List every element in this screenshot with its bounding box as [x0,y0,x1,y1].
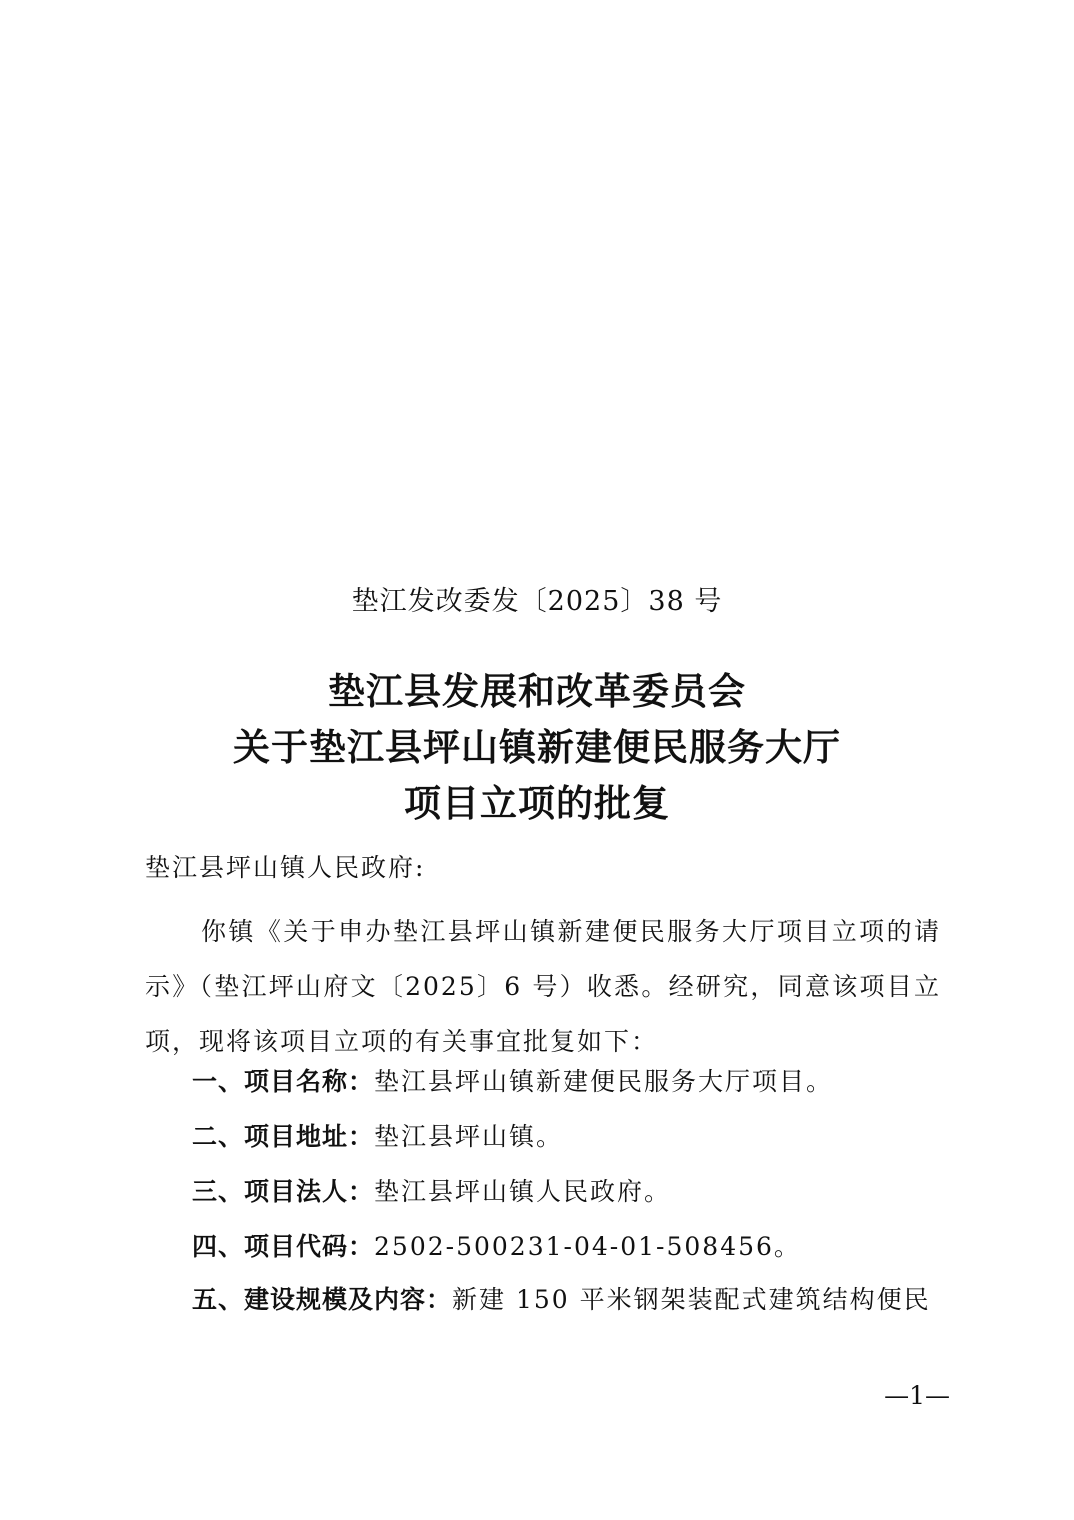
item-label: 三、项目法人： [192,1177,375,1206]
item-project-legal-person [192,1172,952,1212]
item-project-code [192,1227,952,1267]
item-label: 五、建设规模及内容： [192,1285,453,1314]
document-title [0,664,1074,832]
item-value: 2502-500231-04-01-508456。 [374,1232,801,1261]
title-line-1: 垫江县发展和改革委员会 [328,670,746,713]
item-value: 垫江县坪山镇新建便民服务大厅项目。 [374,1067,834,1096]
item-project-address [192,1117,952,1157]
document-number: 垫江发改委发〔2025〕38 号 [351,586,723,617]
item-construction-scale [192,1280,952,1320]
title-line-2: 关于垫江县坪山镇新建便民服务大厅 [233,726,841,769]
page-number: —1— [884,1381,950,1410]
title-line-3: 项目立项的批复 [404,782,670,825]
item-project-name [192,1062,952,1102]
body-paragraph: 你镇《关于申办垫江县坪山镇新建便民服务大厅项目立项的请示》（垫江坪山府文〔2025〕6 号）收悉。经研究，同意该项目立项，现将该项目立项的有关事宜批复如下： [145,917,941,1056]
item-value: 垫江县坪山镇。 [374,1122,564,1151]
item-label: 二、项目地址： [192,1122,375,1151]
item-value: 垫江县坪山镇人民政府。 [374,1177,672,1206]
item-label: 一、项目名称： [192,1067,375,1096]
salutation: 垫江县坪山镇人民政府: [145,853,426,882]
item-label: 四、项目代码： [192,1232,375,1261]
item-value: 新建 150 平米钢架装配式建筑结构便民 [452,1285,931,1314]
